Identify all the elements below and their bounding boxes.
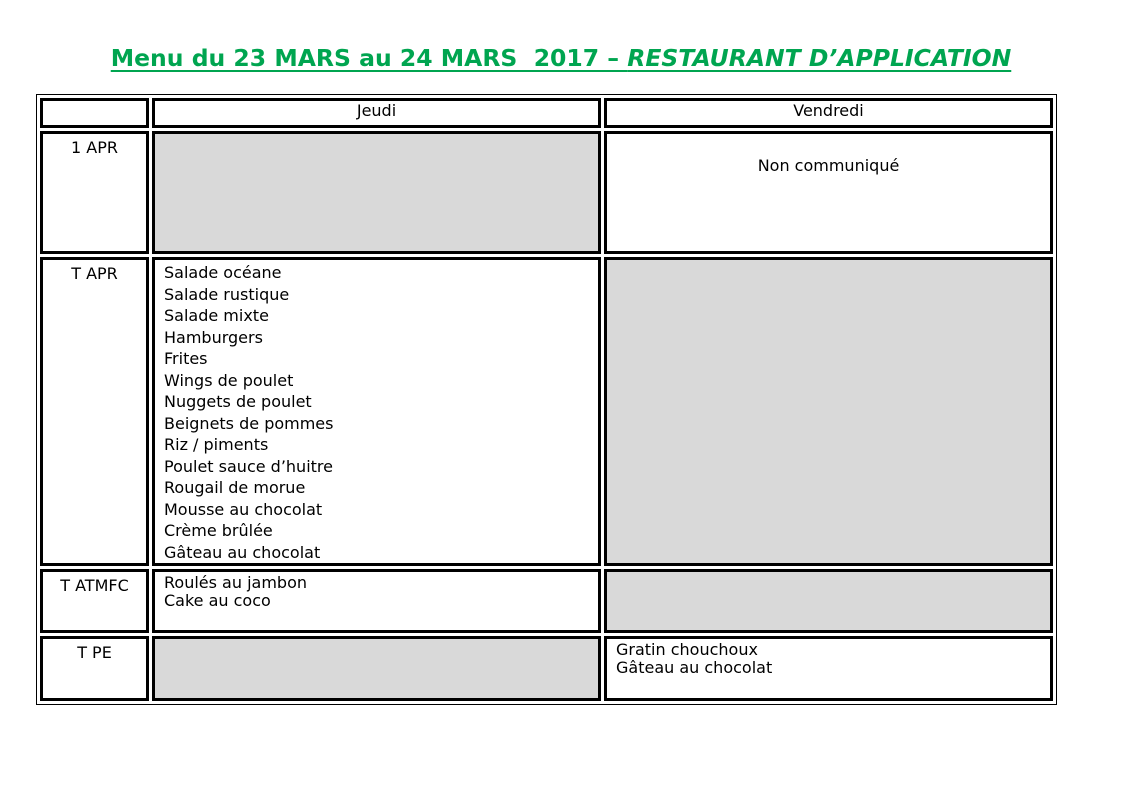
empty-cell xyxy=(604,257,1053,566)
title-main: Menu du 23 MARS au 24 MARS 2017 – xyxy=(110,44,628,72)
menu-cell xyxy=(604,636,1053,701)
title-restaurant: RESTAURANT D’APPLICATION xyxy=(627,44,1012,72)
menu-item: Frites xyxy=(164,349,208,368)
menu-item: Roulés au jambon xyxy=(164,573,307,592)
menu-item: Gratin chouchoux xyxy=(616,640,758,659)
menu-item: Beignets de pommes xyxy=(164,413,334,433)
menu-item: Non communiqué xyxy=(757,156,900,175)
menu-item: Cake au coco xyxy=(164,591,271,610)
menu-item: Mousse au chocolat xyxy=(164,499,323,519)
empty-cell xyxy=(152,636,601,701)
menu-item: Wings de poulet xyxy=(164,370,294,390)
table-row xyxy=(40,569,1053,633)
menu-cell xyxy=(152,257,601,566)
menu-item: Nuggets de poulet xyxy=(164,392,312,411)
menu-item: Gâteau au chocolat xyxy=(616,658,773,677)
header-empty-cell xyxy=(40,98,149,128)
menu-item: Riz / piments xyxy=(164,435,269,454)
table-row xyxy=(40,257,1053,566)
empty-cell xyxy=(604,569,1053,633)
row-label: 1 APR xyxy=(40,131,149,254)
menu-item: Salade rustique xyxy=(164,284,290,304)
row-label: T ATMFC xyxy=(40,569,149,633)
header-vendredi: Vendredi xyxy=(604,98,1053,128)
table-row xyxy=(40,636,1053,701)
table-row xyxy=(40,131,1053,254)
menu-cell xyxy=(604,131,1053,254)
header-row xyxy=(40,98,1053,128)
menu-item: Gâteau au chocolat xyxy=(164,542,321,562)
empty-cell xyxy=(152,131,601,254)
page-title xyxy=(0,44,1122,72)
menu-item: Rougail de morue xyxy=(164,478,306,497)
row-label: T APR xyxy=(40,257,149,566)
menu-item: Salade océane xyxy=(164,263,282,282)
menu-item: Poulet sauce d’huitre xyxy=(164,456,333,476)
menu-cell xyxy=(152,569,601,633)
header-jeudi: Jeudi xyxy=(152,98,601,128)
row-label: T PE xyxy=(40,636,149,701)
menu-item: Crème brûlée xyxy=(164,521,273,540)
menu-item: Salade mixte xyxy=(164,306,269,325)
menu-table xyxy=(36,94,1057,705)
menu-item: Hamburgers xyxy=(164,327,263,347)
